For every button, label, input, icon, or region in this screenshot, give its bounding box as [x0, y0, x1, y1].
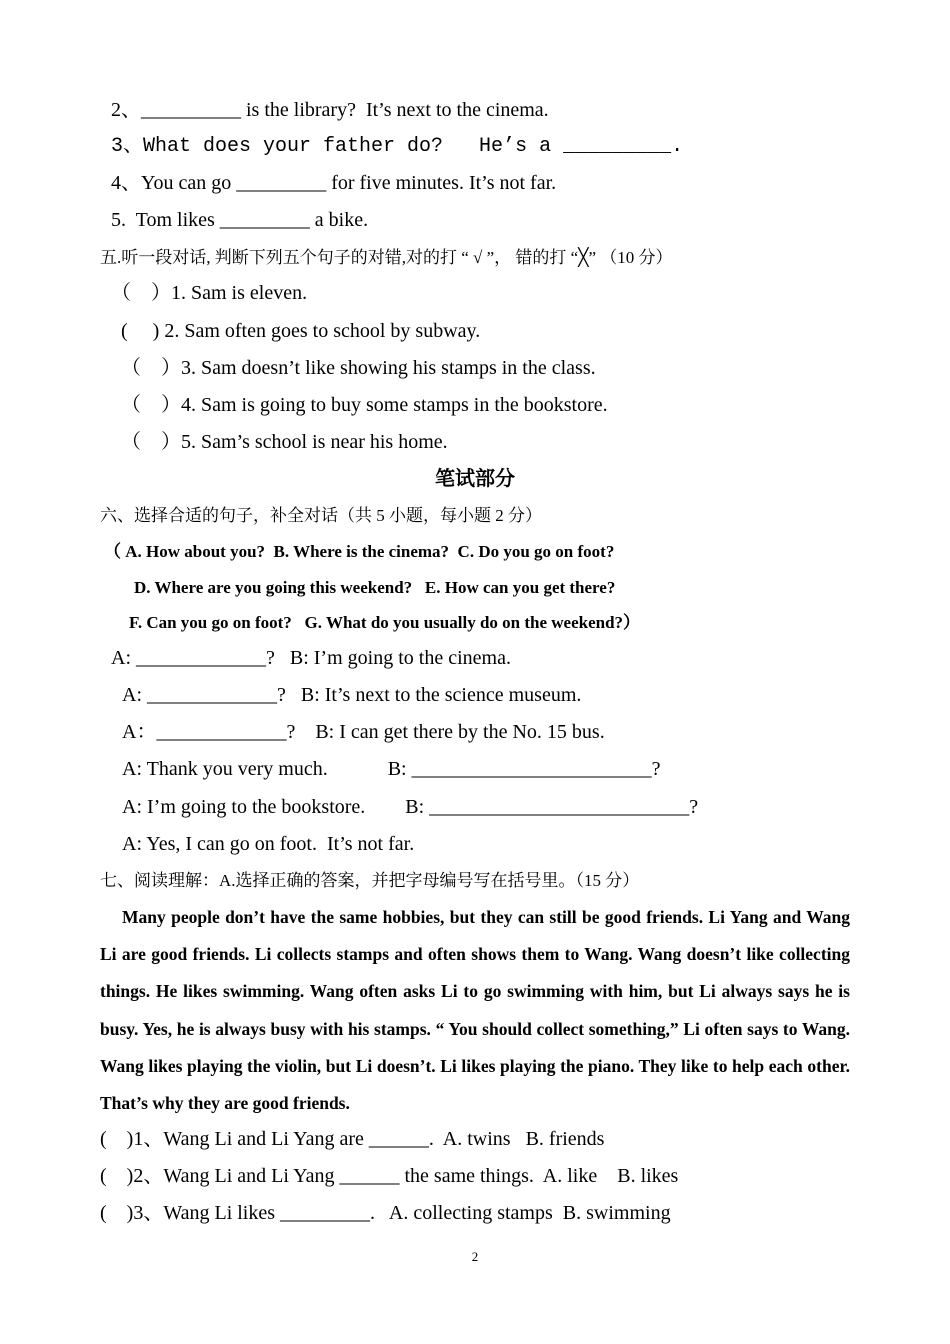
fill-item-2: 2、__________ is the library? It’s next to the cinema. — [111, 99, 549, 121]
page-number: 2 — [471, 1249, 479, 1264]
dialogue-line-6: A: Yes, I can go on foot. It’s not far. — [122, 833, 415, 855]
judge-item-4: （ ）4. Sam is going to buy some stamps in the bookstore. — [121, 394, 608, 416]
dialogue-line-1: A: _____________? B: I’m going to the cinema. — [111, 647, 511, 669]
judge-item-2: ( ) 2. Sam often goes to school by subway. — [121, 320, 481, 342]
fill-item-5: 5. Tom likes _________ a bike. — [111, 209, 369, 231]
judge-item-3: （ ）3. Sam doesn’t like showing his stamps in the class. — [121, 357, 596, 379]
question-1: ( )1、Wang Li and Li Yang are ______. A. twins B. friends — [100, 1128, 605, 1150]
reading-passage: Many people don’t have the same hobbies, but they can still be good friends. Li Yang and Wang Li are good friends. Li collects stamps and often shows them to Wang. Wang doesn’t like collecting things. He likes swimming. Wang often asks Li to go swimming with him, but Li always says he is busy. Yes, he is always busy with his stamps. “ You should collect something,” Li often says to Wang. Wang likes playing the violin, but Li doesn’t. Li likes playing the piano. They like to help each other. That’s why they are good friends. — [100, 907, 850, 1114]
judge-item-5: （ ）5. Sam’s school is near his home. — [121, 431, 448, 453]
section-7-heading: 七、阅读理解：A.选择正确的答案，并把字母编号写在括号里。（15 分） — [100, 871, 640, 890]
fill-item-3: 3、What does your father do? He’s a _________. — [111, 135, 684, 158]
question-2: ( )2、Wang Li and Li Yang ______ the same things. A. like B. likes — [100, 1165, 679, 1187]
section-6-heading: 六、选择合适的句子，补全对话（共 5 小题，每小题 2 分） — [100, 506, 542, 525]
options-line-2: D. Where are you going this weekend? E. How can you get there? — [134, 578, 616, 597]
options-line-3: F. Can you go on foot? G. What do you usually do on the weekend?） — [129, 613, 641, 632]
section-5-heading: 五.听一段对话, 判断下列五个句子的对错,对的打 “ √ ”， 错的打 “╳” （10 分） — [100, 248, 673, 267]
written-section-title: 笔试部分 — [435, 468, 515, 490]
dialogue-line-5: A: I’m going to the bookstore. B: __________________________? — [122, 796, 699, 818]
judge-item-1: （ ）1. Sam is eleven. — [111, 282, 308, 304]
options-line-1: （ A. How about you? B. Where is the cinema? C. Do you go on foot? — [104, 542, 615, 561]
dialogue-line-2: A: _____________? B: It’s next to the science museum. — [122, 684, 582, 706]
fill-item-4: 4、You can go _________ for five minutes. It’s not far. — [111, 172, 557, 194]
dialogue-line-3: A：_____________? B: I can get there by the No. 15 bus. — [122, 721, 605, 743]
question-3: ( )3、Wang Li likes _________. A. collecting stamps B. swimming — [100, 1202, 671, 1224]
dialogue-line-4: A: Thank you very much. B: ________________________? — [122, 758, 661, 780]
